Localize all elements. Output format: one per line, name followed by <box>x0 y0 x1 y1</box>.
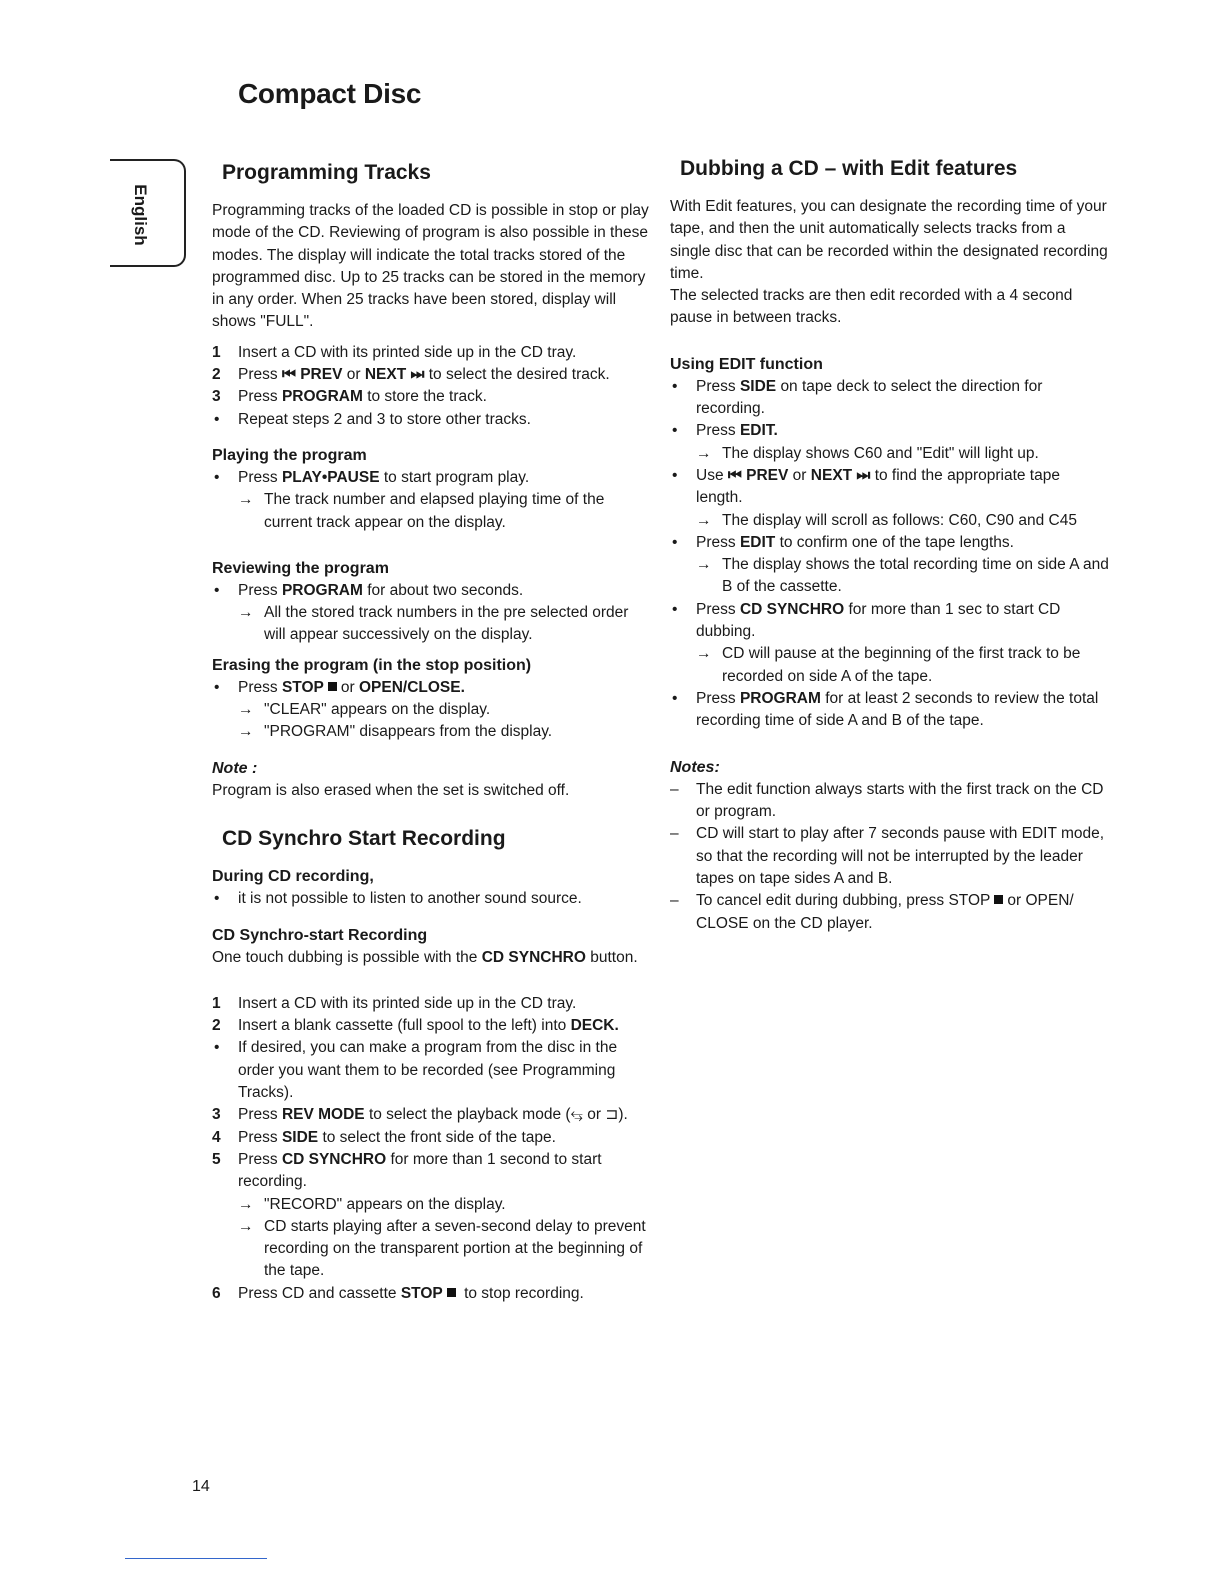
step-1 <box>212 342 652 364</box>
note-text: The edit function always starts with the first track on the CD or program. <box>696 780 1104 821</box>
edit-result-2 <box>670 443 1110 465</box>
note-3 <box>670 890 1110 935</box>
step-text <box>238 1015 652 1037</box>
bullet: • <box>672 600 678 618</box>
text-mid: or <box>792 466 807 484</box>
bullet: • <box>672 377 678 395</box>
text-post: to confirm one of the tape lengths. <box>779 533 1014 551</box>
step-text <box>238 1149 652 1194</box>
reviewing-bullet <box>212 580 652 602</box>
dubbing-intro-1: With Edit features, you can designate the recording time of your tape, and then the unit automatically selects tracks from a single disc that can be recorded within the designated recording time. <box>670 198 1108 282</box>
step-text <box>238 386 652 408</box>
edit-bullet-1 <box>670 376 1110 421</box>
reviewing-result <box>212 602 652 647</box>
dubbing-heading: Dubbing a CD – with Edit features <box>680 157 1018 180</box>
playing-result <box>212 489 652 534</box>
synchro-bullet <box>212 1037 652 1104</box>
text-pre: Press <box>238 366 278 384</box>
bullet-text: If desired, you can make a program from the disc in the order you want them to be recorded (see Programming Tracks). <box>238 1039 618 1102</box>
step-marker: 1 <box>212 994 221 1012</box>
next-key-label: NEXT ⏭ <box>364 366 425 384</box>
edit-bullet-5 <box>670 599 1110 644</box>
text-post: to store the track. <box>367 388 487 406</box>
step-marker: 4 <box>212 1128 221 1146</box>
text-post: for about two seconds. <box>367 581 524 599</box>
stop-icon <box>328 682 337 691</box>
result-text: "PROGRAM" disappears from the display. <box>264 723 553 741</box>
synchro-step-3 <box>212 1104 652 1126</box>
bullet-text <box>238 677 652 699</box>
edit-bullet-3 <box>670 465 1110 510</box>
text-pre: To cancel edit during dubbing, press STOP <box>696 892 991 910</box>
prev-key-label: ⏮ PREV <box>727 466 789 484</box>
program-key-label: PROGRAM <box>281 581 363 599</box>
arrow-icon: → <box>696 511 712 529</box>
edit-result-4 <box>670 554 1110 599</box>
text-pre: Press <box>696 422 736 440</box>
side-key-label: SIDE <box>739 377 777 395</box>
text-post: to start program play. <box>383 468 530 486</box>
arrow-icon: → <box>238 1195 254 1213</box>
synchro-result-2 <box>212 1216 652 1283</box>
erasing-result-1 <box>212 699 652 721</box>
bullet-text <box>696 465 1110 510</box>
bullet-text <box>238 467 652 489</box>
text-post: for more than 1 sec to start CD dubbing. <box>696 600 1061 641</box>
stop-key-label: STOP <box>400 1284 443 1302</box>
open-close-key-label: OPEN/CLOSE. <box>358 678 465 696</box>
text-mid: or <box>346 366 361 384</box>
stop-icon <box>447 1288 456 1297</box>
step-text <box>238 1127 652 1149</box>
text-pre: Press <box>238 678 278 696</box>
erasing-result-2 <box>212 721 652 743</box>
dubbing-intro-2: The selected tracks are then edit recorded with a 4 second pause in between tracks. <box>670 287 1073 327</box>
synchro-step-6 <box>212 1283 652 1305</box>
arrow-icon: → <box>696 645 712 663</box>
bullet: • <box>214 1039 220 1057</box>
result-text: The display shows C60 and "Edit" will light up. <box>722 444 1039 462</box>
text-mid: or <box>340 678 355 696</box>
synchro-step-1 <box>212 993 652 1015</box>
playing-bullet <box>212 467 652 489</box>
bullet: • <box>672 422 678 440</box>
step-2 <box>212 364 652 386</box>
edit-bullet-2 <box>670 420 1110 442</box>
text-pre: Press <box>238 468 278 486</box>
text-pre: Use <box>696 466 724 484</box>
result-text: The display shows the total recording time on side A and B of the cassette. <box>722 556 1109 596</box>
bullet-text: it is not possible to listen to another sound source. <box>238 890 582 908</box>
bullet: • <box>214 410 220 428</box>
text-pre: One touch dubbing is possible with the <box>212 948 478 966</box>
next-key-label: NEXT ⏭ <box>810 466 871 484</box>
result-text: CD will pause at the beginning of the first track to be recorded on side A of the tape. <box>722 645 1081 685</box>
arrow-icon: → <box>696 556 712 574</box>
cd-synchro-key-label: CD SYNCHRO <box>481 948 586 966</box>
step-marker: 5 <box>212 1150 221 1168</box>
stop-icon <box>994 895 1003 904</box>
edit-bullet-4 <box>670 532 1110 554</box>
note-2 <box>670 823 1110 890</box>
bullet-text <box>696 532 1110 554</box>
bullet: • <box>214 890 220 908</box>
during-heading: During CD recording, <box>212 868 374 886</box>
left-column <box>212 160 652 1305</box>
notes-heading: Notes: <box>670 758 720 776</box>
program-key-label: PROGRAM <box>739 689 821 707</box>
edit-heading: Using EDIT function <box>670 355 823 373</box>
page-title: Compact Disc <box>238 78 422 109</box>
text-pre: Press <box>238 1106 278 1124</box>
text-post: for at least 2 seconds to review the total recording time of side A and B of the tape. <box>696 689 1099 730</box>
footer-rule <box>125 1558 267 1559</box>
right-column <box>670 156 1110 935</box>
programming-heading: Programming Tracks <box>222 161 431 184</box>
edit-bullet-6 <box>670 688 1110 733</box>
step-marker: 1 <box>212 343 221 361</box>
cd-synchro-key-label: CD SYNCHRO <box>281 1150 387 1168</box>
synchro-step-5 <box>212 1149 652 1194</box>
arrow-icon: → <box>238 723 254 741</box>
text-post: on tape deck to select the direction for recording. <box>696 377 1043 418</box>
program-key-label: PROGRAM <box>281 388 363 406</box>
bullet-text <box>696 688 1110 733</box>
synchro-result-1 <box>212 1194 652 1216</box>
bullet: • <box>214 581 220 599</box>
text-post: for more than 1 second to start recording. <box>238 1150 602 1191</box>
stop-key-label: STOP <box>281 678 324 696</box>
step-text: Repeat steps 2 and 3 to store other tracks. <box>238 410 531 428</box>
note-text <box>696 890 1110 935</box>
bullet: • <box>672 533 678 551</box>
text-pre: Press <box>696 377 736 395</box>
bullet: • <box>214 678 220 696</box>
note-text: CD will start to play after 7 seconds pause with EDIT mode, so that the recording will not be interrupted by the leader tapes on tape sides A and B. <box>696 825 1105 888</box>
synchro-start-text <box>212 947 652 969</box>
programming-intro: Programming tracks of the loaded CD is possible in stop or play mode of the CD. Reviewing of program is also possible in these modes. The display will indicate the total tracks stored of the programmed disc. Up to 25 tracks can be stored in the memory in any order. When 25 tracks have been stored, display will shows "FULL". <box>212 202 649 331</box>
arrow-icon: → <box>238 1217 254 1235</box>
text-pre: Press CD and cassette <box>238 1284 397 1302</box>
playing-heading: Playing the program <box>212 446 367 464</box>
step-text <box>238 364 652 386</box>
text-pre: Press <box>696 689 736 707</box>
text-pre: Press <box>238 1150 278 1168</box>
language-tab <box>110 159 186 267</box>
step-text: Insert a CD with its printed side up in the CD tray. <box>238 994 577 1012</box>
erasing-bullet <box>212 677 652 699</box>
text-post: to select the front side of the tape. <box>322 1128 556 1146</box>
bullet: • <box>214 468 220 486</box>
bullet: • <box>672 466 678 484</box>
result-text: All the stored track numbers in the pre selected order will appear successively on the display. <box>264 604 629 644</box>
cd-synchro-key-label: CD SYNCHRO <box>739 600 845 618</box>
edit-result-3 <box>670 510 1110 532</box>
arrow-icon: → <box>696 444 712 462</box>
step-marker: 6 <box>212 1284 221 1302</box>
step-repeat <box>212 409 652 431</box>
side-key-label: SIDE <box>281 1128 319 1146</box>
step-text <box>238 1283 652 1305</box>
text-pre: Insert a blank cassette (full spool to the left) into <box>238 1017 567 1035</box>
text-post: to stop recording. <box>464 1284 584 1302</box>
text-post: button. <box>590 948 638 966</box>
text-pre: Press <box>696 533 736 551</box>
language-tab-label: English <box>131 184 150 246</box>
arrow-icon: → <box>238 604 254 622</box>
result-text: The display will scroll as follows: C60, C90 and C45 <box>722 511 1077 529</box>
dash-marker: – <box>670 825 679 843</box>
dash-marker: – <box>670 892 679 910</box>
text-post: or OPEN/ CLOSE on the CD player. <box>696 892 1074 932</box>
step-3 <box>212 386 652 408</box>
arrow-icon: → <box>238 701 254 719</box>
step-marker: 2 <box>212 366 221 384</box>
step-text <box>238 1104 652 1126</box>
step-marker: 3 <box>212 388 221 406</box>
play-pause-key-label: PLAY•PAUSE <box>281 468 380 486</box>
note-1 <box>670 779 1110 824</box>
synchro-step-4 <box>212 1127 652 1149</box>
result-text: "RECORD" appears on the display. <box>264 1195 506 1213</box>
bullet-text <box>696 376 1110 421</box>
bullet-text <box>696 599 1110 644</box>
text-pre: Press <box>238 581 278 599</box>
dash-marker: – <box>670 780 679 798</box>
edit-key-label: EDIT <box>739 533 776 551</box>
erasing-heading: Erasing the program (in the stop position) <box>212 656 532 674</box>
during-bullet <box>212 888 652 910</box>
step-marker: 3 <box>212 1106 221 1124</box>
arrow-icon: → <box>238 491 254 509</box>
edit-key-label: EDIT. <box>739 422 778 440</box>
text-post: to select the desired track. <box>428 366 610 384</box>
result-text: The track number and elapsed playing time of the current track appear on the display. <box>264 491 605 531</box>
bullet-text <box>238 580 652 602</box>
page-number: 14 <box>192 1478 210 1495</box>
deck-key-label: DECK. <box>570 1017 619 1035</box>
text-post: to find the appropriate tape length. <box>696 466 1060 507</box>
result-text: CD starts playing after a seven-second delay to prevent recording on the transparent portion at the beginning of the tape. <box>264 1217 646 1280</box>
note-heading: Note : <box>212 759 258 777</box>
reviewing-heading: Reviewing the program <box>212 559 389 577</box>
result-text: "CLEAR" appears on the display. <box>264 701 491 719</box>
note-text: Program is also erased when the set is switched off. <box>212 781 570 799</box>
text-pre: Press <box>238 1128 278 1146</box>
step-text: Insert a CD with its printed side up in the CD tray. <box>238 343 577 361</box>
bullet-text <box>696 420 1110 442</box>
prev-key-label: ⏮ PREV <box>281 366 343 384</box>
bullet: • <box>672 689 678 707</box>
step-marker: 2 <box>212 1017 221 1035</box>
synchro-start-heading: CD Synchro-start Recording <box>212 926 428 944</box>
synchro-step-2 <box>212 1015 652 1037</box>
text-pre: Press <box>238 388 278 406</box>
text-pre: Press <box>696 600 736 618</box>
rev-mode-key-label: REV MODE <box>281 1106 365 1124</box>
synchro-heading: CD Synchro Start Recording <box>222 827 506 851</box>
edit-result-5 <box>670 643 1110 688</box>
text-post: to select the playback mode (⥃ or ⊐). <box>368 1106 628 1124</box>
